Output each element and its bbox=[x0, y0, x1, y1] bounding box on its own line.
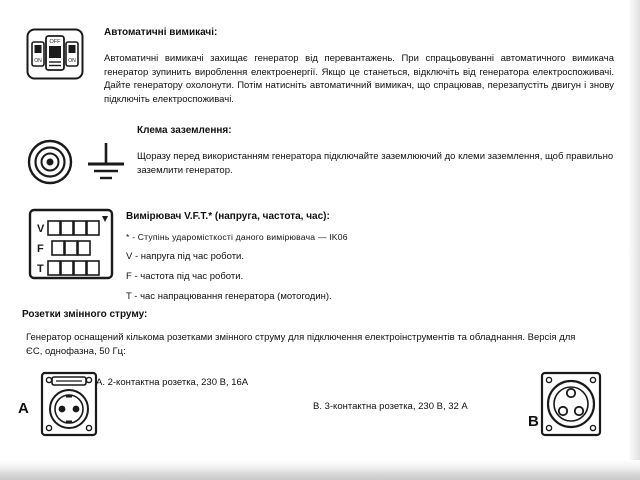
svg-text:V: V bbox=[37, 223, 45, 235]
vft-frequency-line: F - частота під час роботи. bbox=[126, 271, 244, 282]
sockets-section-title: Розетки змінного струму: bbox=[22, 309, 148, 320]
vft-section-title: Вимірювач V.F.T.* (напруга, частота, час): bbox=[126, 211, 330, 222]
ground-section-body: Щоразу перед використанням генератора підключайте заземлюючий до клеми заземлення, щоб правильно заземлити генератор. bbox=[137, 151, 614, 176]
breaker-section-body: Автоматичні вимикачі захищає генератор від перевантажень. При спрацьовуванні автоматичного вимикача генератор зупинить вироблення електроенергії. Якщо це станеться, відключіть від генератора електроспоживачі. Дайте генератору охолонути. Потім натисніть автоматичний вимикач, що спрацював, перезапустіть двигун і знову підключіть електроспоживачі. bbox=[104, 53, 614, 105]
page-right-shadow bbox=[628, 0, 640, 480]
ground-section-title: Клема заземлення: bbox=[137, 125, 232, 136]
ground-terminal-icons bbox=[26, 134, 126, 190]
socket-b-label: B bbox=[528, 413, 539, 430]
vft-voltage-line: V - напруга під час роботи. bbox=[126, 251, 244, 262]
socket-3pin-icon bbox=[540, 371, 602, 437]
svg-text:F: F bbox=[37, 243, 44, 255]
breaker-section-title: Автоматичні вимикачі: bbox=[104, 27, 218, 38]
vft-time-line: T - час напрацювання генератора (мотогодин). bbox=[126, 291, 332, 302]
socket-b-caption: B. 3-контактна розетка, 230 В, 32 А bbox=[313, 401, 468, 412]
socket-schuko-icon bbox=[40, 371, 98, 437]
circuit-breaker-icon bbox=[26, 28, 84, 80]
svg-text:ON: ON bbox=[34, 58, 42, 64]
vft-meter-icon bbox=[28, 208, 114, 280]
sockets-section-body: Генератор оснащений кількома розетками змінного струму для підключення електроінструментів та обладнання. Версія для ЄС, однофазна, 50 Гц: bbox=[26, 332, 576, 357]
socket-a-caption: A. 2-контактна розетка, 230 В, 16А bbox=[96, 377, 249, 388]
page-bottom-shadow bbox=[0, 460, 640, 480]
socket-a-label: A bbox=[18, 400, 29, 417]
vft-note-line: * - Ступінь ударомісткості даного вимірювача — IK06 bbox=[126, 232, 348, 242]
svg-text:T: T bbox=[37, 263, 44, 275]
svg-text:OFF: OFF bbox=[49, 39, 61, 45]
svg-text:ON: ON bbox=[68, 58, 76, 64]
